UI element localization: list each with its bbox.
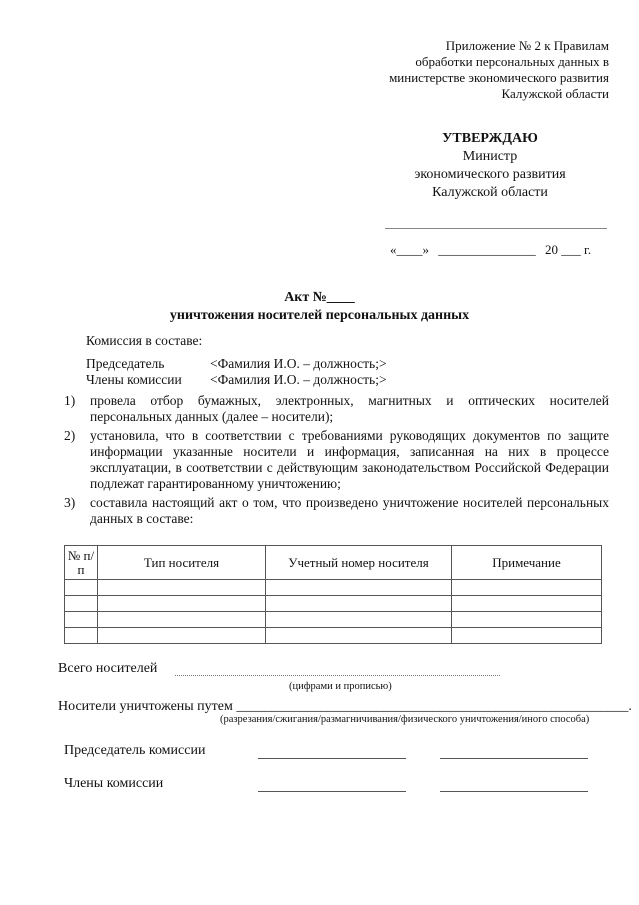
table-cell[interactable] <box>266 580 452 596</box>
act-title-block <box>0 289 639 325</box>
list-item <box>64 428 609 492</box>
appendix-note <box>389 38 609 102</box>
chair-signature-label: Председатель комиссии <box>64 743 206 758</box>
appendix-line: министерстве экономического развития <box>389 70 609 85</box>
total-fill-line[interactable] <box>175 675 500 676</box>
item-number: 2) <box>64 428 76 443</box>
findings-list <box>64 393 609 530</box>
approval-date <box>390 242 591 258</box>
members-label: Члены комиссии <box>86 372 182 387</box>
act-subtitle: уничтожения носителей персональных данных <box>169 308 470 323</box>
approval-heading: УТВЕРЖДАЮ <box>442 131 538 146</box>
approval-signature-line[interactable] <box>385 228 607 229</box>
table-cell[interactable] <box>452 628 602 644</box>
item-text: составила настоящий акт о том, что произведено уничтожение носителей персональных данных в составе: <box>90 495 609 526</box>
table-cell[interactable] <box>65 612 98 628</box>
table-cell[interactable] <box>266 628 452 644</box>
destroy-blank[interactable]: ________________________________________________________ <box>236 699 629 714</box>
total-hint: (цифрами и прописью) <box>289 681 392 692</box>
table-cell[interactable] <box>266 596 452 612</box>
item-text: установила, что в соответствии с требованиями руководящих документов по защите информации указанные носители и информация, записанная на них в процессе эксплуатации, в соответствии с действующим законодательством Российской Федерации подлежат гарантированному уничтожению; <box>90 428 609 491</box>
destroy-label: Носители уничтожены путем <box>58 699 233 714</box>
table-cell[interactable] <box>266 612 452 628</box>
list-item <box>64 393 609 425</box>
item-text: провела отбор бумажных, электронных, магнитных и оптических носителей персональных данных (далее – носители); <box>90 393 609 424</box>
chair-label: Председатель <box>86 356 165 371</box>
members-signature-label: Члены комиссии <box>64 776 164 791</box>
date-month[interactable]: _______________ <box>438 242 536 257</box>
approval-line: Министр <box>462 149 518 164</box>
commission-intro: Комиссия в составе: <box>86 333 203 348</box>
members-signature-line[interactable] <box>258 791 406 792</box>
table-row <box>65 596 602 612</box>
destroy-hint: (разрезания/сжигания/размагничивания/физического уничтожения/иного способа) <box>220 714 590 725</box>
approval-line: экономического развития <box>414 167 566 182</box>
members-row <box>86 372 387 388</box>
approval-line: Калужской области <box>432 185 548 200</box>
table-header-row <box>65 546 602 580</box>
table-cell[interactable] <box>65 580 98 596</box>
list-item <box>64 495 609 527</box>
table-row <box>65 612 602 628</box>
act-title: Акт №____ <box>284 290 355 305</box>
commission-members <box>86 356 387 388</box>
table-cell[interactable] <box>98 580 266 596</box>
col-number-header: № п/п <box>65 546 98 580</box>
item-number: 1) <box>64 393 76 408</box>
chair-name-line[interactable] <box>440 758 588 759</box>
members-name-line[interactable] <box>440 791 588 792</box>
table-cell[interactable] <box>65 596 98 612</box>
date-day[interactable]: «____» <box>390 242 429 257</box>
approval-block <box>380 130 600 202</box>
date-year[interactable]: 20 ___ г. <box>545 242 592 257</box>
destroy-end: . <box>628 699 632 714</box>
table-cell[interactable] <box>452 612 602 628</box>
total-media <box>58 661 157 677</box>
table-row <box>65 628 602 644</box>
table-cell[interactable] <box>98 596 266 612</box>
appendix-line: обработки персональных данных в <box>415 54 609 69</box>
table-cell[interactable] <box>452 596 602 612</box>
destroy-method <box>58 699 632 715</box>
table-cell[interactable] <box>98 628 266 644</box>
chair-signature-line[interactable] <box>258 758 406 759</box>
chair-row <box>86 356 387 372</box>
col-note-header: Примечание <box>452 546 602 580</box>
col-type-header: Тип носителя <box>98 546 266 580</box>
item-number: 3) <box>64 495 76 510</box>
members-value[interactable]: <Фамилия И.О. – должность;> <box>210 372 387 387</box>
total-label: Всего носителей <box>58 661 158 676</box>
chair-value[interactable]: <Фамилия И.О. – должность;> <box>210 356 387 371</box>
table-cell[interactable] <box>65 628 98 644</box>
appendix-line: Приложение № 2 к Правилам <box>445 38 609 53</box>
media-table <box>64 545 602 644</box>
table-cell[interactable] <box>452 580 602 596</box>
table-cell[interactable] <box>98 612 266 628</box>
appendix-line: Калужской области <box>501 86 609 101</box>
table-row <box>65 580 602 596</box>
col-account-number-header: Учетный номер носителя <box>266 546 452 580</box>
